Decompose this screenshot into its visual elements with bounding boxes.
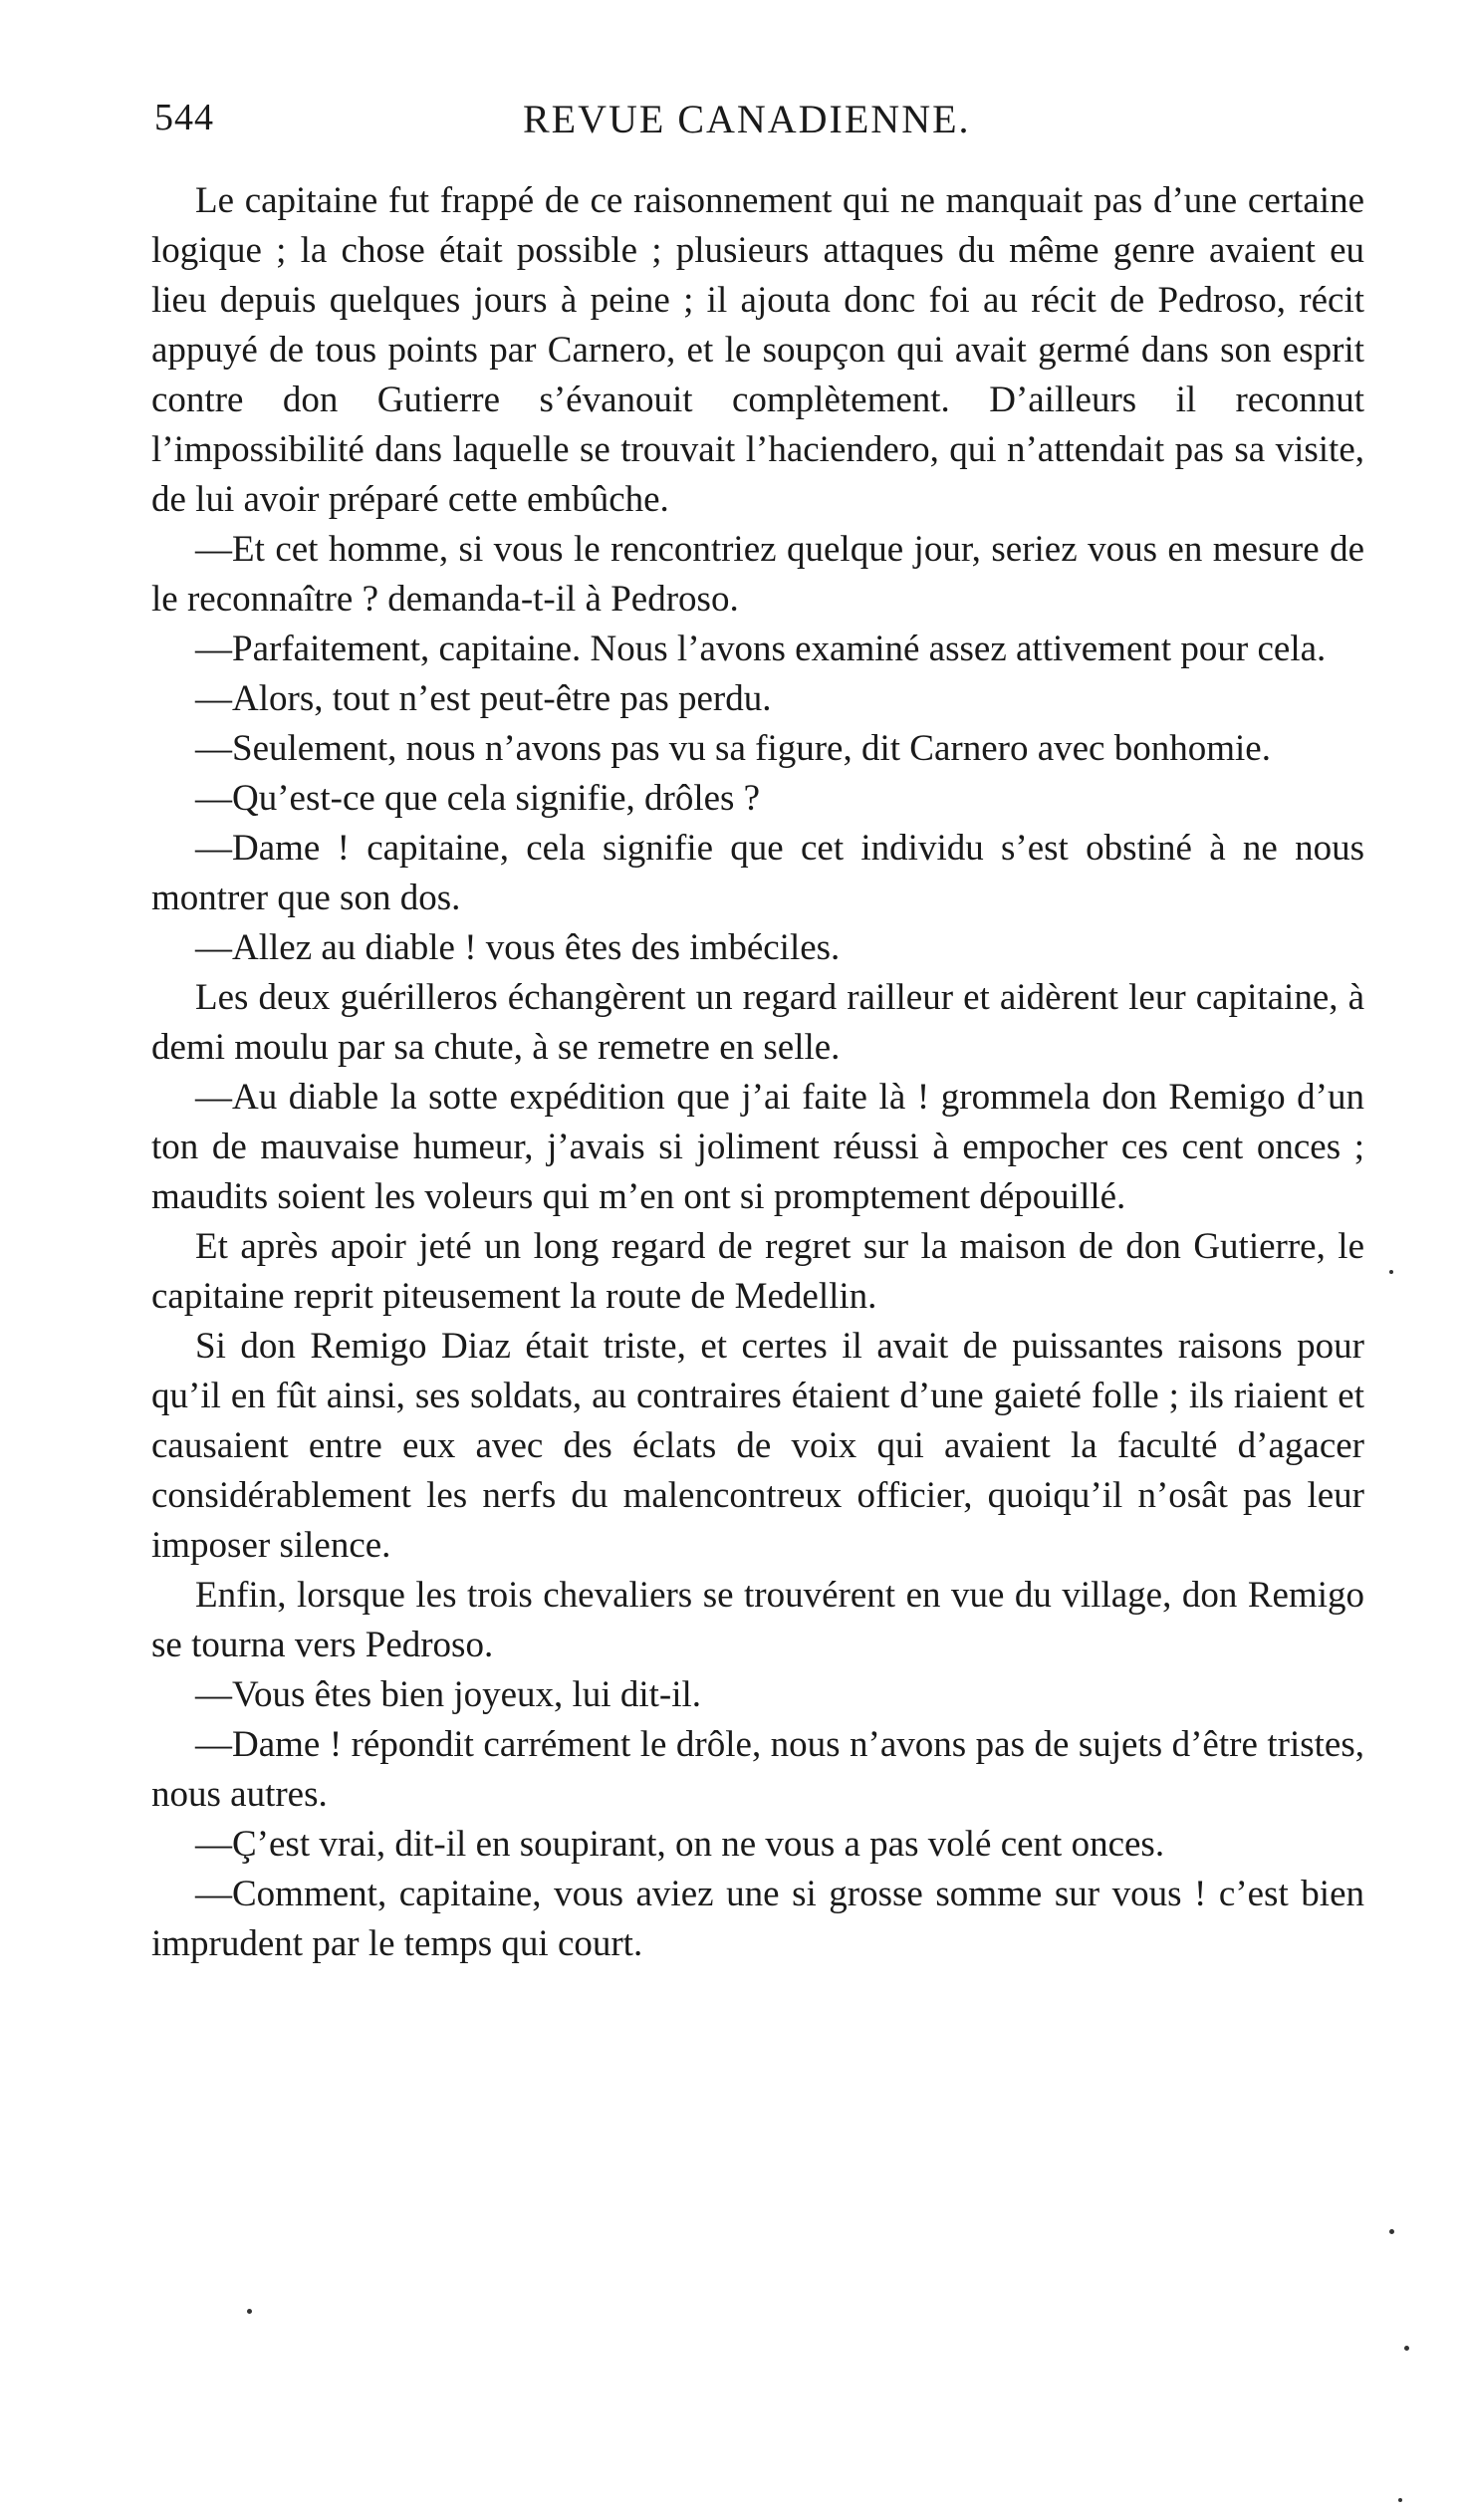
running-title: REVUE CANADIENNE.: [523, 97, 971, 141]
body-text: [151, 176, 1364, 1969]
paragraph: —Allez au diable ! vous êtes des imbéciles.: [195, 927, 841, 968]
paragraph: —Alors, tout n’est peut-être pas perdu.: [195, 678, 772, 719]
paragraph: —Et cet homme, si vous le rencontriez quelque jour, seriez vous en mesure de le reconnaître ? demanda-t-il à Pedroso.: [151, 529, 1364, 620]
paragraph: Les deux guérilleros échangèrent un regard railleur et aidèrent leur capitaine, à demi moulu par sa chute, à se remetre en selle.: [151, 977, 1364, 1068]
scan-speck: [1389, 1270, 1393, 1274]
paragraph: —Dame ! répondit carrément le drôle, nous n’avons pas de sujets d’être tristes, nous autres.: [151, 1724, 1364, 1815]
paragraph: —Vous êtes bien joyeux, lui dit-il.: [195, 1674, 702, 1715]
paragraph: —Seulement, nous n’avons pas vu sa figure, dit Carnero avec bonhomie.: [195, 728, 1271, 769]
paragraph: Le capitaine fut frappé de ce raisonnement qui ne manquait pas d’une certaine logique ; la chose était possible ; plusieurs attaques du même genre avaient eu lieu depuis quelques jours à peine ; il ajouta donc foi au récit de Pedroso, récit appuyé de tous points par Carnero, et le soupçon qui avait germé dans son esprit contre don Gutierre s’évanouit complètement. D’ailleurs il reconnut l’impossibilité dans laquelle se trouvait l’haciendero, qui n’attendait pas sa visite, de lui avoir préparé cette embûche.: [151, 180, 1364, 520]
paragraph: —Au diable la sotte expédition que j’ai faite là ! grommela don Remigo d’un ton de mauvaise humeur, j’avais si joliment réussi à empocher ces cent onces ; maudits soient les voleurs qui m’en ont si promptement dépouillé.: [151, 1077, 1364, 1217]
paragraph: Enfin, lorsque les trois chevaliers se trouvérent en vue du village, don Remigo se tourna vers Pedroso.: [151, 1575, 1364, 1665]
paragraph: —Comment, capitaine, vous aviez une si grosse somme sur vous ! c’est bien imprudent par le temps qui court.: [151, 1874, 1364, 1964]
paragraph: —Parfaitement, capitaine. Nous l’avons examiné assez attivement pour cela.: [195, 629, 1327, 669]
scan-speck: [1398, 2498, 1402, 2502]
scan-speck: [1404, 2346, 1409, 2351]
paragraph: —Ç’est vrai, dit-il en soupirant, on ne vous a pas volé cent onces.: [195, 1824, 1165, 1865]
paragraph: Si don Remigo Diaz était triste, et certes il avait de puissantes raisons pour qu’il en fût ainsi, ses soldats, au contraires étaient d’une gaieté folle ; ils riaient et causaient entre eux avec des éclats de voix qui avaient la faculté d’agacer considérablement les nerfs du malencontreux officier, quoiqu’il n’osât pas leur imposer silence.: [151, 1326, 1364, 1566]
paragraph: Et après apoir jeté un long regard de regret sur la maison de don Gutierre, le capitaine reprit piteusement la route de Medellin.: [151, 1226, 1364, 1317]
scan-speck: [1389, 2229, 1394, 2234]
paragraph: —Qu’est-ce que cela signifie, drôles ?: [195, 778, 761, 819]
scan-speck: [247, 2309, 252, 2314]
page-header: [154, 96, 986, 155]
paragraph: —Dame ! capitaine, cela signifie que cet individu s’est obstiné à ne nous montrer que son dos.: [151, 828, 1364, 918]
page-number: 544: [154, 97, 214, 138]
